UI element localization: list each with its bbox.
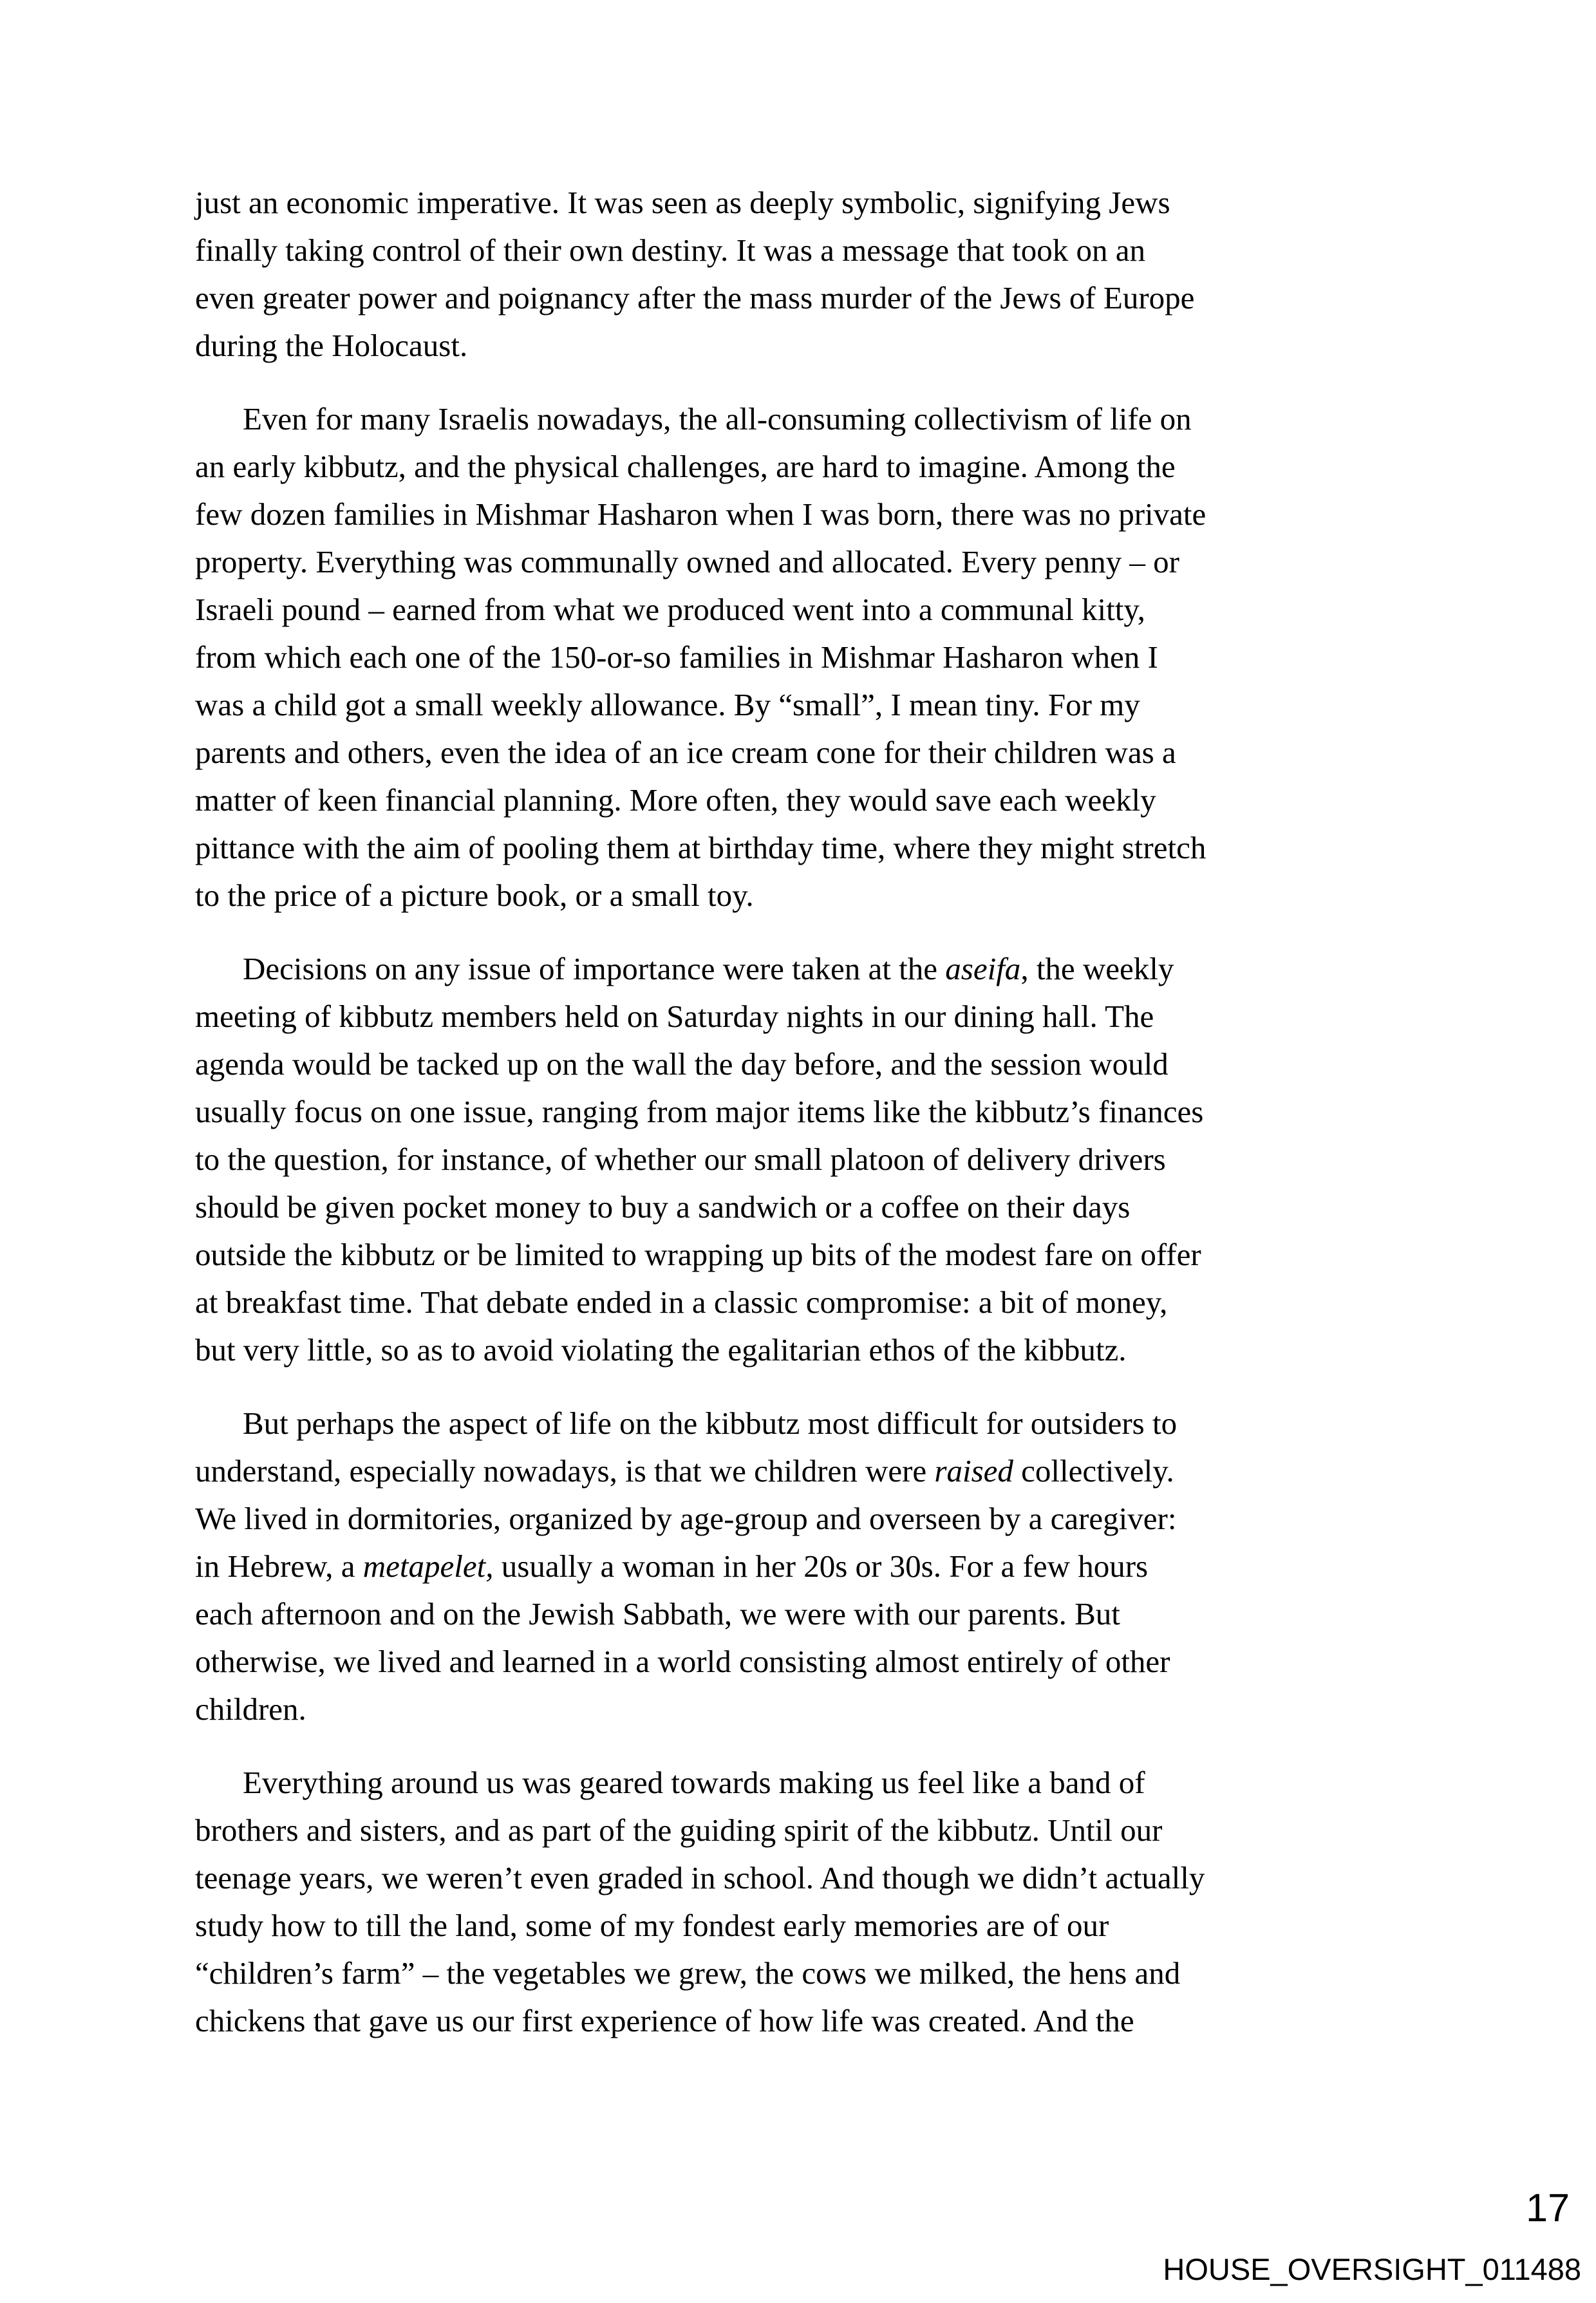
plain-text: in Hebrew, a	[195, 1548, 363, 1584]
text-line: Everything around us was geared towards making us feel like a band of	[243, 1765, 1145, 1800]
text-line: brothers and sisters, and as part of the guiding spirit of the kibbutz. Until our	[195, 1812, 1163, 1848]
text-line: meeting of kibbutz members held on Saturday nights in our dining hall. The	[195, 999, 1154, 1034]
text-line	[195, 945, 1418, 993]
plain-text: , the weekly	[1020, 951, 1174, 986]
text-line: Israeli pound – earned from what we produced went into a communal kitty,	[195, 592, 1145, 627]
text-line: We lived in dormitories, organized by age-group and overseen by a caregiver:	[195, 1501, 1177, 1536]
text-line: matter of keen financial planning. More often, they would save each weekly	[195, 782, 1156, 818]
text-line	[195, 1447, 1418, 1495]
paragraph	[195, 1759, 1418, 2045]
plain-text: usually a woman in her 20s or 30s. For a few hours	[493, 1548, 1149, 1584]
text-line: outside the kibbutz or be limited to wrapping up bits of the modest fare on offer	[195, 1237, 1201, 1272]
text-line: during the Holocaust.	[195, 328, 468, 363]
text-line: children.	[195, 1691, 306, 1727]
paragraph	[195, 179, 1418, 370]
body-text	[195, 179, 1418, 2045]
text-line: teenage years, we weren’t even graded in school. And though we didn’t actually	[195, 1860, 1205, 1895]
paragraph	[195, 945, 1418, 1374]
text-line: an early kibbutz, and the physical challenges, are hard to imagine. Among the	[195, 449, 1176, 484]
text-line: to the question, for instance, of whether our small platoon of delivery drivers	[195, 1142, 1166, 1177]
plain-text: understand, especially nowadays, is that we children were	[195, 1453, 935, 1489]
text-line: but very little, so as to avoid violating the egalitarian ethos of the kibbutz.	[195, 1332, 1127, 1368]
italic-text: raised	[934, 1453, 1013, 1489]
text-line: chickens that gave us our first experience of how life was created. And the	[195, 2003, 1134, 2038]
text-line: finally taking control of their own destiny. It was a message that took on an	[195, 232, 1146, 268]
page-number: 17	[1526, 2186, 1570, 2230]
text-line: was a child got a small weekly allowance. By “small”, I mean tiny. For my	[195, 687, 1140, 722]
text-line: even greater power and poignancy after the mass murder of the Jews of Europe	[195, 280, 1195, 315]
text-line: otherwise, we lived and learned in a world consisting almost entirely of other	[195, 1644, 1170, 1679]
paragraph	[195, 1400, 1418, 1733]
text-line: usually focus on one issue, ranging from major items like the kibbutz’s finances	[195, 1094, 1204, 1129]
text-line: each afternoon and on the Jewish Sabbath, we were with our parents. But	[195, 1596, 1120, 1631]
text-line: parents and others, even the idea of an ice cream cone for their children was a	[195, 735, 1176, 770]
italic-text: metapelet,	[362, 1548, 494, 1584]
plain-text: Decisions on any issue of importance were taken at the	[243, 951, 946, 986]
text-line: But perhaps the aspect of life on the kibbutz most difficult for outsiders to	[243, 1405, 1178, 1441]
text-line: “children’s farm” – the vegetables we grew, the cows we milked, the hens and	[195, 1955, 1181, 1991]
paragraph	[195, 395, 1418, 919]
text-line: pittance with the aim of pooling them at birthday time, where they might stretch	[195, 830, 1206, 865]
text-line: property. Everything was communally owned and allocated. Every penny – or	[195, 544, 1179, 579]
italic-text: aseifa	[945, 951, 1021, 986]
bates-number: HOUSE_OVERSIGHT_011488	[1163, 2252, 1581, 2286]
text-line: at breakfast time. That debate ended in a classic compromise: a bit of money,	[195, 1284, 1168, 1320]
plain-text: collectively.	[1013, 1453, 1174, 1489]
text-line: Even for many Israelis nowadays, the all-consuming collectivism of life on	[243, 401, 1192, 437]
text-line: study how to till the land, some of my fondest early memories are of our	[195, 1908, 1109, 1943]
text-line: should be given pocket money to buy a sandwich or a coffee on their days	[195, 1189, 1131, 1225]
text-line: just an economic imperative. It was seen as deeply symbolic, signifying Jews	[195, 185, 1170, 220]
text-line	[195, 1543, 1418, 1590]
text-line: few dozen families in Mishmar Hasharon when I was born, there was no private	[195, 496, 1206, 532]
text-line: to the price of a picture book, or a small toy.	[195, 878, 754, 913]
text-line: from which each one of the 150-or-so families in Mishmar Hasharon when I	[195, 639, 1158, 675]
text-line: agenda would be tacked up on the wall the day before, and the session would	[195, 1046, 1169, 1082]
